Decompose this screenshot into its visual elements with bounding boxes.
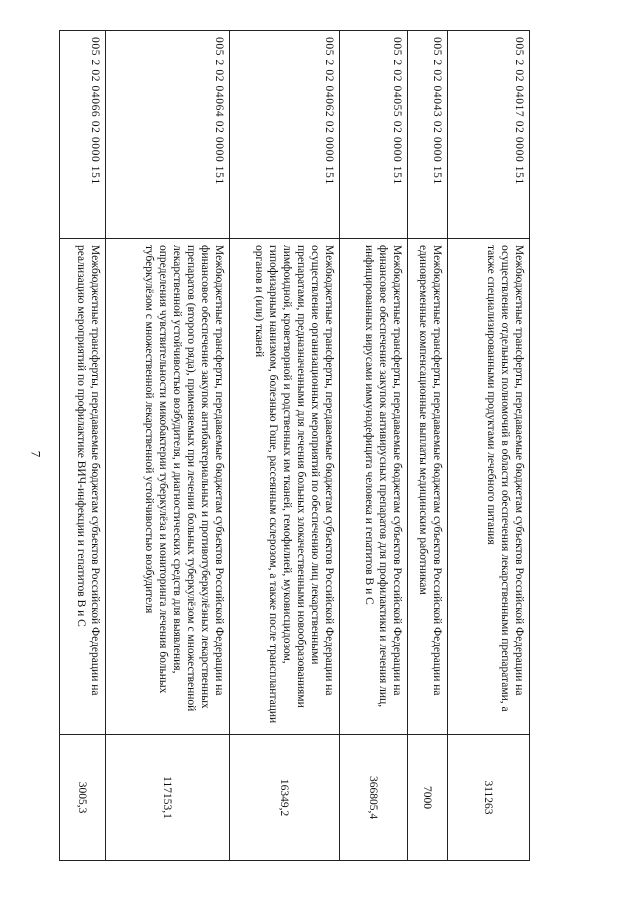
amount-cell: 7000 <box>408 735 448 861</box>
page-number: 7 <box>28 450 44 458</box>
code-cell: 005 2 02 04017 02 0000 151 <box>448 31 530 239</box>
description-cell: Межбюджетные трансферты, передаваемые бюджетам субъектов Российской Федерации на реализацию мероприятий по профилактике ВИЧ-инфекции и гепатитов В и С <box>60 239 106 735</box>
table-row <box>230 31 340 861</box>
table-row <box>60 31 106 861</box>
description-cell: Межбюджетные трансферты, передаваемые бюджетам субъектов Российской Федерации на финансовое обеспечение закупок антибактериальных и противотуберкулёзных лекарственных препаратов (второго ряда), применяемых при лечении больных туберкулёзом с множественной лекарственной устойчивостью возбудителя, и диагностических средств для выявления, определения чувствительности микобактерии туберкулёза и мониторинга лечения больных туберкулёзом с множественной лекарственной устойчивостью возбудителя <box>106 239 230 735</box>
table-row <box>408 31 448 861</box>
table-row <box>106 31 230 861</box>
description-cell: Межбюджетные трансферты, передаваемые бюджетам субъектов Российской Федерации на осуществление отдельных полномочий в области обеспечения лекарственными препаратами, а также специализированными продуктами лечебного питания <box>448 239 530 735</box>
amount-cell: 3005,3 <box>60 735 106 861</box>
code-cell: 005 2 02 04043 02 0000 151 <box>408 31 448 239</box>
code-cell: 005 2 02 04064 02 0000 151 <box>106 31 230 239</box>
description-cell: Межбюджетные трансферты, передаваемые бюджетам субъектов Российской Федерации на единовременные компенсационные выплаты медицинским работникам <box>408 239 448 735</box>
table-row <box>448 31 530 861</box>
budget-table <box>59 30 530 861</box>
code-cell: 005 2 02 04055 02 0000 151 <box>340 31 408 239</box>
amount-cell: 366805,4 <box>340 735 408 861</box>
rotated-table-wrapper <box>60 30 530 860</box>
amount-cell: 117153,1 <box>106 735 230 861</box>
code-cell: 005 2 02 04066 02 0000 151 <box>60 31 106 239</box>
amount-cell: 311263 <box>448 735 530 861</box>
code-cell: 005 2 02 04062 02 0000 151 <box>230 31 340 239</box>
table-row <box>340 31 408 861</box>
description-cell: Межбюджетные трансферты, передаваемые бюджетам субъектов Российской Федерации на финансовое обеспечение закупок антивирусных препаратов для профилактики и лечения лиц, инфицированных вирусами иммунодефицита человека и гепатитов В и С <box>340 239 408 735</box>
amount-cell: 16349,2 <box>230 735 340 861</box>
description-cell: Межбюджетные трансферты, передаваемые бюджетам субъектов Российской Федерации на осуществление организационных мероприятий по обеспечению лиц лекарственными препаратами, предназначенными для лечения больных злокачественными новообразованиями лимфоидной, кроветворной и родственных им тканей, гемофилией, муковисцидозом, гипофизарным нанизмом, болезнью Гоше, рассеянным склерозом, а также после трансплантации органов и (или) тканей <box>230 239 340 735</box>
